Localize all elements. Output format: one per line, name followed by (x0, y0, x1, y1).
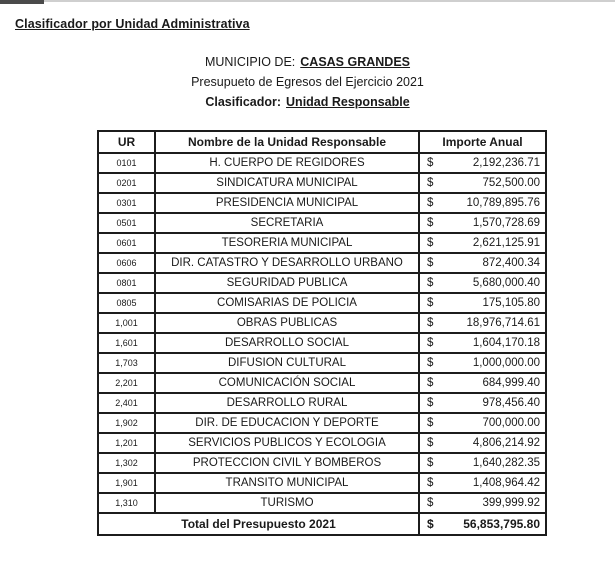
table-body (98, 153, 546, 513)
currency-symbol: $ (427, 337, 434, 349)
currency-symbol: $ (427, 277, 434, 289)
importe-amount (420, 377, 545, 389)
importe-cell (419, 153, 546, 173)
currency-symbol: $ (427, 377, 434, 389)
importe-amount (420, 237, 545, 249)
ur-code: 2,401 (98, 393, 155, 413)
unidad-nombre: SINDICATURA MUNICIPAL (155, 173, 419, 193)
table-row (98, 193, 546, 213)
ur-code: 0601 (98, 233, 155, 253)
unidad-nombre: PROTECCION CIVIL Y BOMBEROS (155, 453, 419, 473)
table-row (98, 253, 546, 273)
unidad-nombre: COMUNICACIÓN SOCIAL (155, 373, 419, 393)
importe-amount (420, 357, 545, 369)
subtitle: Presupueto de Egresos del Ejercicio 2021 (191, 75, 424, 89)
importe-cell (419, 313, 546, 333)
table-row (98, 233, 546, 253)
currency-symbol: $ (427, 517, 434, 531)
importe-value: 1,570,728.69 (472, 217, 540, 229)
table-row (98, 393, 546, 413)
unidad-nombre: SERVICIOS PUBLICOS Y ECOLOGIA (155, 433, 419, 453)
importe-value: 752,500.00 (482, 177, 540, 189)
importe-value: 399,999.92 (482, 497, 540, 509)
importe-cell (419, 293, 546, 313)
importe-value: 175,105.80 (482, 297, 540, 309)
ur-code: 1,201 (98, 433, 155, 453)
unidad-nombre: DIR. CATASTRO Y DESARROLLO URBANO (155, 253, 419, 273)
table-row (98, 413, 546, 433)
currency-symbol: $ (427, 197, 434, 209)
table-row (98, 473, 546, 493)
importe-amount (420, 457, 545, 469)
total-row (98, 513, 546, 535)
unidad-nombre: SEGURIDAD PUBLICA (155, 273, 419, 293)
table-row (98, 333, 546, 353)
importe-value: 5,680,000.40 (472, 277, 540, 289)
currency-symbol: $ (427, 357, 434, 369)
importe-value: 1,408,964.42 (472, 477, 540, 489)
column-header-importe: Importe Anual (419, 131, 546, 153)
importe-amount (420, 477, 545, 489)
ur-code: 0805 (98, 293, 155, 313)
importe-value: 10,789,895.76 (466, 197, 540, 209)
unidad-nombre: TURISMO (155, 493, 419, 513)
currency-symbol: $ (427, 157, 434, 169)
importe-amount (420, 217, 545, 229)
importe-cell (419, 473, 546, 493)
ur-code: 2,201 (98, 373, 155, 393)
importe-value: 1,640,282.35 (472, 457, 540, 469)
importe-amount (420, 437, 545, 449)
importe-cell (419, 193, 546, 213)
importe-amount (420, 177, 545, 189)
table-row (98, 433, 546, 453)
ur-code: 0201 (98, 173, 155, 193)
ur-code: 1,703 (98, 353, 155, 373)
total-amount-value: 56,853,795.80 (463, 517, 540, 531)
importe-amount (420, 297, 545, 309)
importe-value: 4,806,214.92 (472, 437, 540, 449)
total-amount (420, 517, 545, 531)
currency-symbol: $ (427, 237, 434, 249)
table-row (98, 493, 546, 513)
importe-cell (419, 453, 546, 473)
ur-code: 1,901 (98, 473, 155, 493)
importe-amount (420, 257, 545, 269)
unidad-nombre: SECRETARIA (155, 213, 419, 233)
unidad-nombre: PRESIDENCIA MUNICIPAL (155, 193, 419, 213)
total-importe-cell (419, 513, 546, 535)
currency-symbol: $ (427, 457, 434, 469)
importe-value: 2,621,125.91 (472, 237, 540, 249)
total-label: Total del Presupuesto 2021 (98, 513, 419, 535)
importe-amount (420, 397, 545, 409)
ur-code: 0101 (98, 153, 155, 173)
ur-code: 0606 (98, 253, 155, 273)
table-row (98, 313, 546, 333)
table-row (98, 293, 546, 313)
ur-code: 1,310 (98, 493, 155, 513)
table-row (98, 453, 546, 473)
importe-value: 978,456.40 (482, 397, 540, 409)
importe-cell (419, 173, 546, 193)
unidad-nombre: COMISARIAS DE POLICIA (155, 293, 419, 313)
currency-symbol: $ (427, 317, 434, 329)
clasificador-line (0, 92, 615, 112)
document-header (0, 52, 615, 112)
column-header-nombre: Nombre de la Unidad Responsable (155, 131, 419, 153)
municipio-label: MUNICIPIO DE: (204, 55, 296, 69)
ur-code: 1,601 (98, 333, 155, 353)
importe-amount (420, 277, 545, 289)
clasificador-value: Unidad Responsable (286, 95, 410, 109)
importe-value: 18,976,714.61 (466, 317, 540, 329)
ur-code: 1,302 (98, 453, 155, 473)
ur-code: 0801 (98, 273, 155, 293)
page-title: Clasificador por Unidad Administrativa (15, 17, 250, 31)
table-row (98, 373, 546, 393)
importe-value: 700,000.00 (482, 417, 540, 429)
importe-cell (419, 333, 546, 353)
currency-symbol: $ (427, 297, 434, 309)
table-row (98, 273, 546, 293)
importe-cell (419, 213, 546, 233)
importe-value: 1,604,170.18 (472, 337, 540, 349)
currency-symbol: $ (427, 437, 434, 449)
unidad-nombre: DIFUSION CULTURAL (155, 353, 419, 373)
table-row (98, 213, 546, 233)
unidad-nombre: OBRAS PUBLICAS (155, 313, 419, 333)
importe-cell (419, 353, 546, 373)
ur-code: 1,902 (98, 413, 155, 433)
ur-code: 0301 (98, 193, 155, 213)
scan-edge-dark-mark (0, 0, 44, 4)
importe-value: 2,192,236.71 (472, 157, 540, 169)
municipio-value: CASAS GRANDES (300, 55, 411, 69)
importe-amount (420, 317, 545, 329)
importe-value: 684,999.40 (482, 377, 540, 389)
currency-symbol: $ (427, 257, 434, 269)
currency-symbol: $ (427, 417, 434, 429)
importe-cell (419, 393, 546, 413)
column-header-ur: UR (98, 131, 155, 153)
unidad-nombre: DESARROLLO RURAL (155, 393, 419, 413)
unidad-nombre: DESARROLLO SOCIAL (155, 333, 419, 353)
currency-symbol: $ (427, 477, 434, 489)
ur-code: 0501 (98, 213, 155, 233)
table-header-row (98, 131, 546, 153)
currency-symbol: $ (427, 217, 434, 229)
importe-amount (420, 417, 545, 429)
importe-cell (419, 233, 546, 253)
currency-symbol: $ (427, 497, 434, 509)
importe-amount (420, 497, 545, 509)
ur-code: 1,001 (98, 313, 155, 333)
importe-value: 1,000,000.00 (472, 357, 540, 369)
importe-cell (419, 493, 546, 513)
clasificador-label: Clasificador: (205, 95, 282, 109)
unidad-nombre: H. CUERPO DE REGIDORES (155, 153, 419, 173)
importe-cell (419, 433, 546, 453)
importe-amount (420, 337, 545, 349)
importe-cell (419, 273, 546, 293)
importe-cell (419, 253, 546, 273)
unidad-nombre: DIR. DE EDUCACION Y DEPORTE (155, 413, 419, 433)
importe-amount (420, 197, 545, 209)
importe-cell (419, 413, 546, 433)
currency-symbol: $ (427, 177, 434, 189)
scan-edge-line (0, 0, 615, 2)
unidad-nombre: TESORERIA MUNICIPAL (155, 233, 419, 253)
budget-table (97, 130, 547, 536)
importe-cell (419, 373, 546, 393)
table-row (98, 353, 546, 373)
municipio-line (0, 52, 615, 72)
importe-value: 872,400.34 (482, 257, 540, 269)
currency-symbol: $ (427, 397, 434, 409)
unidad-nombre: TRANSITO MUNICIPAL (155, 473, 419, 493)
table-row (98, 153, 546, 173)
importe-amount (420, 157, 545, 169)
table-row (98, 173, 546, 193)
